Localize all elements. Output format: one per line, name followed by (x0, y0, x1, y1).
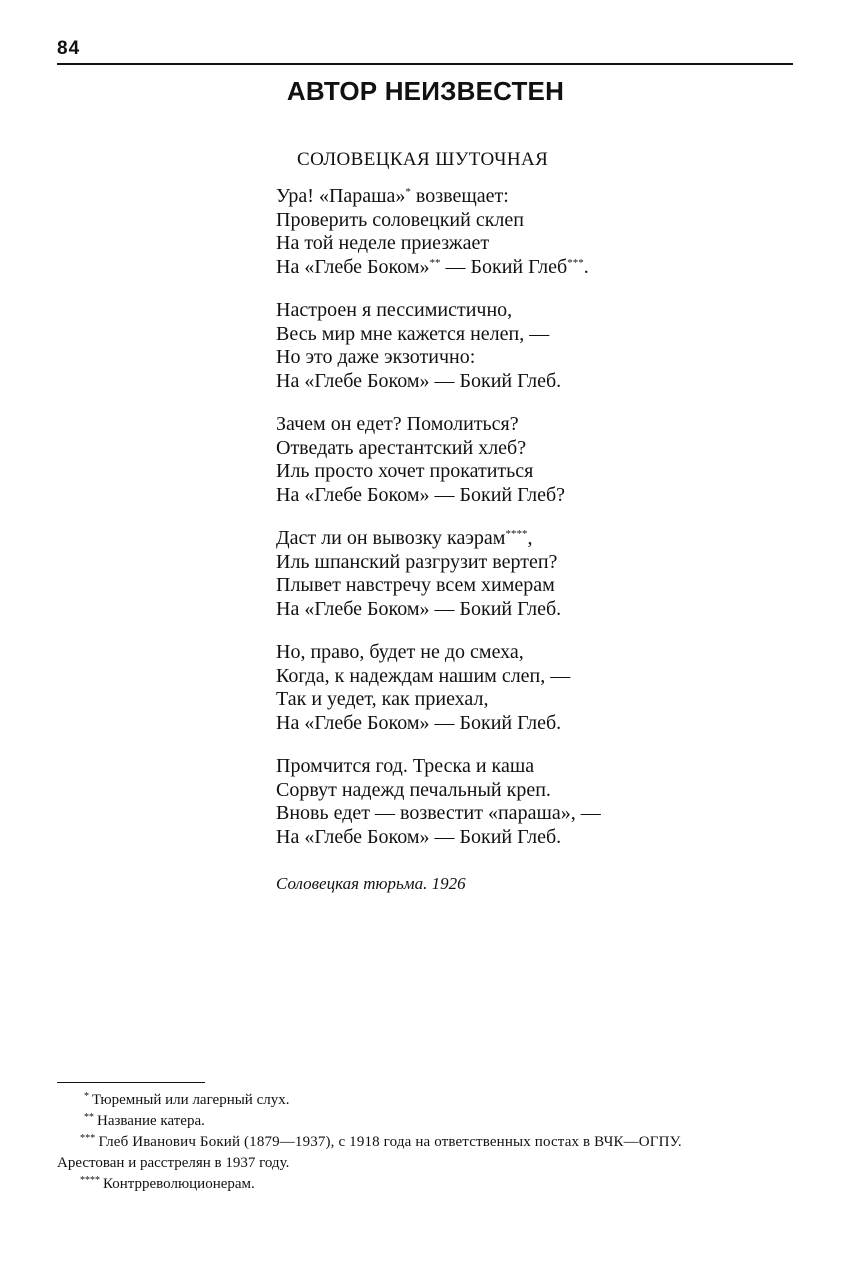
stanza (276, 185, 796, 279)
footnote-mark: *** (80, 1133, 96, 1144)
footnote (57, 1090, 797, 1111)
poem-line: Даст ли он вывозку каэрам****, (276, 527, 533, 549)
stanza (276, 755, 796, 849)
footnote-ref: **** (505, 528, 528, 540)
footnote-mark: ** (84, 1112, 94, 1123)
poem-line: Промчится год. Треска и каша (276, 755, 535, 777)
dateline: Соловецкая тюрьма. 1926 (276, 874, 466, 893)
stanza (276, 413, 796, 507)
page-number: 84 (57, 38, 81, 59)
author-heading: АВТОР НЕИЗВЕСТЕН (286, 76, 565, 106)
stanza (276, 527, 796, 621)
footnote-ref: * (405, 186, 411, 198)
footnote-text: Тюремный или лагерный слух. (92, 1092, 290, 1108)
poem-line: Но это даже экзотично: (276, 346, 476, 368)
poem-line: Иль шпанский разгрузит вертеп? (276, 550, 558, 573)
footnote-mark: **** (80, 1175, 100, 1186)
poem-line: Плывет навстречу всем химерам (276, 574, 555, 596)
poem-line: На «Глебе Боком» — Бокий Глеб? (276, 483, 566, 506)
poem-line: Зачем он едет? Помолиться? (276, 413, 519, 435)
footnote (57, 1174, 797, 1195)
stanza (276, 641, 796, 735)
footnote (57, 1132, 797, 1174)
poem-line: Весь мир мне кажется нелеп, — (276, 322, 550, 345)
poem-line: Ура! «Параша»* возвещает: (276, 185, 509, 207)
footnote-text: Глеб Иванович Бокий (1879—1937), с 1918 года на ответственных постах в ВЧК—ОГПУ. (98, 1134, 682, 1150)
poem-line: Проверить соловецкий склеп (276, 208, 524, 231)
poem-title: СОЛОВЕЦКАЯ ШУТОЧНАЯ (297, 149, 549, 170)
footnote-text: Название катера. (97, 1113, 205, 1129)
poem-line: Когда, к надеждам нашим слеп, — (276, 664, 571, 687)
footnote-continuation: Арестован и расстрелян в 1937 году. (57, 1155, 290, 1171)
poem-line: Настроен я пессимистично, (276, 299, 513, 321)
poem-line: На «Глебе Боком»** — Бокий Глеб***. (276, 255, 589, 278)
poem-line: На «Глебе Боком» — Бокий Глеб. (276, 369, 562, 392)
poem-line: Сорвут надежд печальный креп. (276, 778, 551, 801)
poem-line: Иль просто хочет прокатиться (276, 460, 534, 482)
poem-line: На той неделе приезжает (276, 232, 490, 254)
footnote (57, 1111, 797, 1132)
poem-line: На «Глебе Боком» — Бокий Глеб. (276, 825, 562, 848)
stanza (276, 299, 796, 393)
footnote-ref: ** (429, 256, 441, 269)
poem-line: Отведать арестантский хлеб? (276, 436, 527, 459)
poem-line: Вновь едет — возвестит «параша», — (276, 802, 601, 824)
poem-line: Так и уедет, как приехал, (276, 688, 489, 710)
footnote-ref: *** (567, 256, 584, 269)
poem-line: На «Глебе Боком» — Бокий Глеб. (276, 597, 562, 620)
footnotes (57, 1090, 797, 1195)
poem (276, 185, 796, 869)
poem-line: Но, право, будет не до смеха, (276, 641, 524, 663)
header-rule (57, 63, 793, 65)
footnote-text: Контрреволюционерам. (103, 1176, 255, 1192)
poem-line: На «Глебе Боком» — Бокий Глеб. (276, 711, 562, 734)
footnote-mark: * (84, 1091, 89, 1102)
footnote-rule (57, 1082, 205, 1083)
